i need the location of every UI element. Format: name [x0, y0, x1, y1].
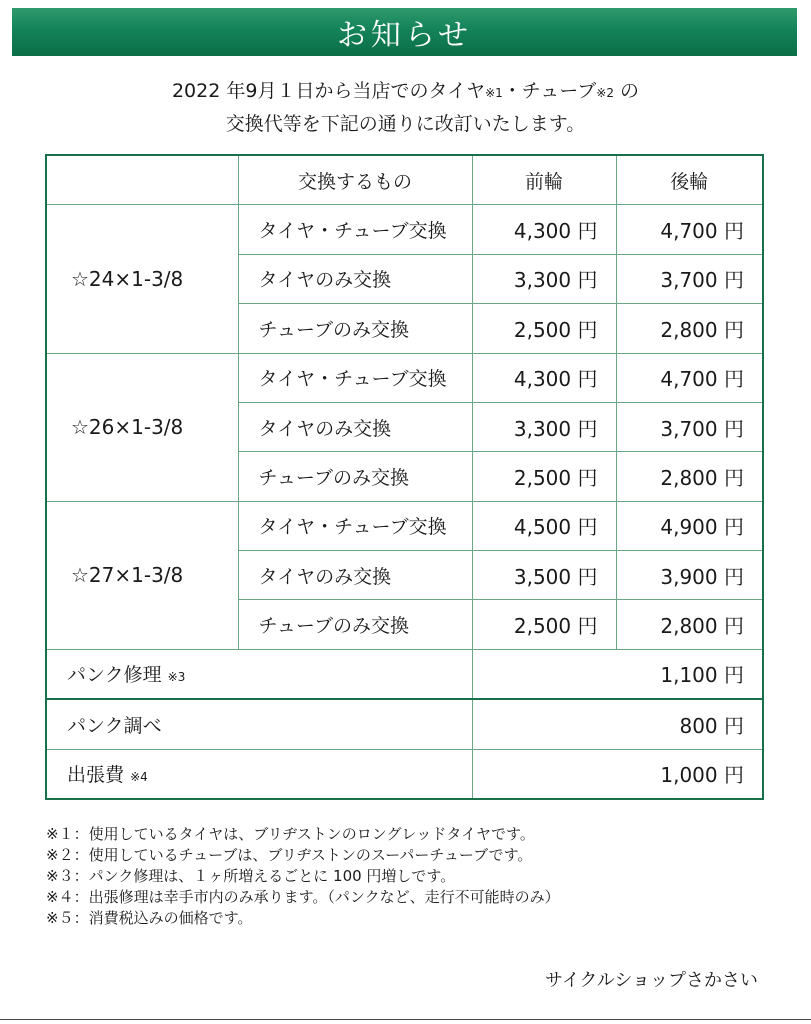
rear-price: 3,700 円	[616, 402, 763, 451]
header-item: 交換するもの	[238, 155, 472, 205]
service-price: 800 円	[472, 699, 763, 749]
service-row-travel-fee	[46, 749, 763, 799]
service-label-text: パンク調べ	[67, 714, 162, 737]
banner-title: お知らせ	[336, 18, 473, 53]
rear-price: 2,800 円	[616, 600, 763, 649]
intro-line-1	[0, 76, 811, 109]
item-cell: タイヤのみ交換	[238, 254, 472, 303]
item-cell: タイヤ・チューブ交換	[238, 205, 472, 254]
rear-price: 3,900 円	[616, 551, 763, 600]
header-blank	[46, 155, 238, 205]
intro-text-c: の	[613, 80, 640, 102]
front-price: 2,500 円	[472, 600, 616, 649]
rear-price: 2,800 円	[616, 452, 763, 501]
service-price: 1,000 円	[472, 749, 763, 799]
front-price: 2,500 円	[472, 452, 616, 501]
shop-name: サイクルショップさかさい	[544, 970, 758, 991]
notice-banner	[12, 8, 797, 56]
item-cell: チューブのみ交換	[238, 304, 472, 353]
service-note: ※4	[130, 770, 148, 785]
bottom-divider	[0, 1019, 811, 1020]
table-row	[46, 501, 763, 550]
service-label-text: パンク修理	[67, 664, 162, 687]
front-price: 3,300 円	[472, 402, 616, 451]
front-price: 2,500 円	[472, 304, 616, 353]
service-note: ※3	[167, 670, 186, 685]
footnote: ※２：使用しているチューブは、ブリヂストンのスーパーチューブです。	[46, 846, 533, 864]
intro-text-a: 2022 年9月１日から当店でのタイヤ	[171, 80, 486, 102]
service-row-puncture-repair	[46, 649, 763, 699]
footnote: ※１：使用しているタイヤは、ブリヂストンのロングレッドタイヤです。	[46, 825, 535, 843]
table-header-row	[46, 155, 763, 205]
rear-price: 4,900 円	[616, 501, 763, 550]
rear-price: 3,700 円	[616, 254, 763, 303]
front-price: 3,300 円	[472, 254, 616, 303]
item-cell: チューブのみ交換	[238, 600, 472, 649]
intro-text-b: ・チューブ	[502, 80, 597, 102]
footnote: ※５：消費税込みの価格です。	[46, 909, 253, 927]
table-row	[46, 205, 763, 254]
rear-price: 4,700 円	[616, 205, 763, 254]
item-cell: チューブのみ交換	[238, 452, 472, 501]
table-row	[46, 353, 763, 402]
price-table	[45, 154, 764, 800]
intro-line-2: 交換代等を下記の通りに改訂いたします。	[225, 113, 586, 135]
intro-note-2: ※2	[596, 86, 614, 100]
service-price: 1,100 円	[472, 649, 763, 699]
service-label	[46, 699, 472, 749]
footnotes	[46, 824, 560, 929]
size-cell: ☆27×1-3/8	[46, 501, 238, 649]
item-cell: タイヤのみ交換	[238, 402, 472, 451]
service-row-puncture-check	[46, 699, 763, 749]
item-cell: タイヤ・チューブ交換	[238, 353, 472, 402]
size-cell: ☆26×1-3/8	[46, 353, 238, 501]
item-cell: タイヤのみ交換	[238, 551, 472, 600]
front-price: 4,500 円	[472, 501, 616, 550]
header-rear: 後輪	[616, 155, 763, 205]
footnote: ※４：出張修理は幸手市内のみ承ります。（パンクなど、走行不可能時のみ）	[46, 888, 560, 906]
front-price: 4,300 円	[472, 205, 616, 254]
service-label-text: 出張費	[67, 764, 125, 787]
item-cell: タイヤ・チューブ交換	[238, 501, 472, 550]
size-cell: ☆24×1-3/8	[46, 205, 238, 353]
footnote: ※３：パンク修理は、１ヶ所増えるごとに 100 円増しです。	[46, 867, 456, 885]
front-price: 4,300 円	[472, 353, 616, 402]
intro-text	[0, 76, 811, 140]
front-price: 3,500 円	[472, 551, 616, 600]
rear-price: 2,800 円	[616, 304, 763, 353]
service-label	[46, 649, 472, 699]
rear-price: 4,700 円	[616, 353, 763, 402]
intro-note-1: ※1	[485, 86, 503, 100]
header-front: 前輪	[472, 155, 616, 205]
service-label	[46, 749, 472, 799]
